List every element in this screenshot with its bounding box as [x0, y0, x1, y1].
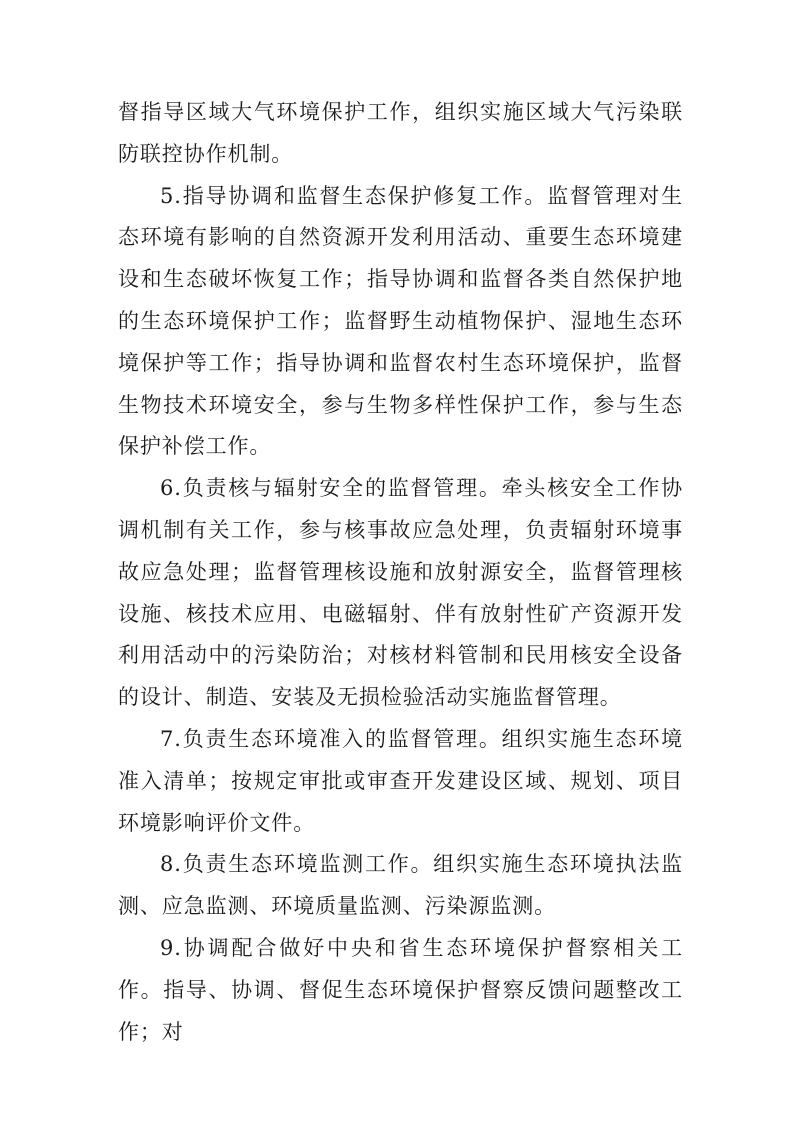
paragraph-item-9: 9.协调配合做好中央和省生态环境保护督察相关工作。指导、协调、督促生态环境保护督察反馈问题整改工作；对 [118, 935, 683, 1044]
document-body [118, 92, 683, 1053]
paragraph-item-5: 5.指导协调和监督生态保护修复工作。监督管理对生态环境有影响的自然资源开发利用活动、重要生态环境建设和生态破坏恢复工作；指导协调和监督各类自然保护地的生态环境保护工作；监督野生动植物保护、湿地生态环境保护等工作；指导协调和监督农村生态环境保护，监督生物技术环境安全，参与生物多样性保护工作，参与生态保护补偿工作。 [118, 183, 683, 459]
paragraph-item-6: 6.负责核与辐射安全的监督管理。牵头核安全工作协调机制有关工作，参与核事故应急处理，负责辐射环境事故应急处理；监督管理核设施和放射源安全，监督管理核设施、核技术应用、电磁辐射、伴有放射性矿产资源开发利用活动中的污染防治；对核材料管制和民用核安全设备的设计、制造、安装及无损检验活动实施监督管理。 [118, 476, 683, 710]
paragraph-item-8: 8.负责生态环境监测工作。组织实施生态环境执法监测、应急监测、环境质量监测、污染源监测。 [118, 852, 683, 919]
paragraph-continuation: 督指导区域大气环境保护工作，组织实施区域大气污染联防联控协作机制。 [118, 100, 683, 166]
paragraph-item-7: 7.负责生态环境准入的监督管理。组织实施生态环境准入清单；按规定审批或审查开发建设区域、规划、项目环境影响评价文件。 [118, 726, 683, 835]
